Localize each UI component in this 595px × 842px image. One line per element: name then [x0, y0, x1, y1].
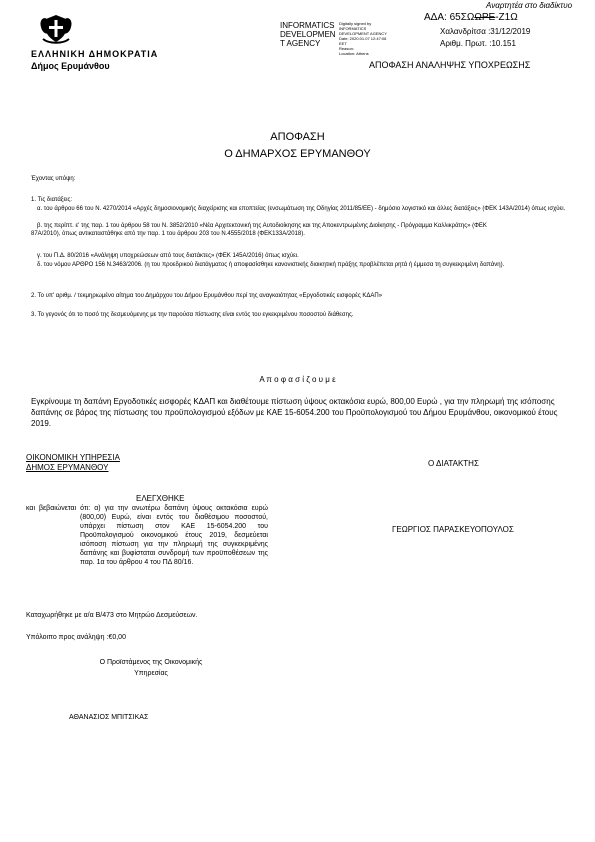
- finance-head-subtitle: Υπηρεσίας: [134, 670, 168, 677]
- checked-label: ΕΛΕΓΧΘΗΚΕ: [136, 494, 185, 503]
- agency-line: INFORMATICS: [280, 21, 335, 30]
- authorizer-label: Ο ΔΙΑΤΑΚΤΗΣ: [428, 459, 479, 468]
- item2: 2. Το υπ' αριθμ. / τεκμηριωμένο αίτημα του Δημάρχου του Δήμου Ερυμάνθου περί της αναγκαιότητας «Εργοδοτικές εισφορές ΚΔΑΠ»: [31, 293, 383, 299]
- agency-line: DEVELOPMEN: [280, 30, 336, 39]
- registered-line: Καταχωρήθηκε με α/α Β/473 στο Μητρώο Δεσμεύσεων.: [26, 612, 198, 619]
- certification-body: και βεβαιώνεται ότι: α) για την ανωτέρω δαπάνη ύψους οκτακόσια ευρώ (800,00) Ευρώ, είναι εντός του διαθέσιμου ποσοστού, υπάρχει πίστωση στον ΚΑΕ 15-6054.200 του Προϋπολογισμού οικονομικού έτους 2019, δεσμεύεται ισόποση πίστωση για την πληρωμή της συγκεκριμένης δαπάνης και βυφίσταται συνδρομή των προϋποθέσεων της παρ. 1α του άρθρου 4 του ΠΔ 80/16.: [26, 505, 268, 566]
- signature-detail: INFORMATICS: [339, 26, 367, 31]
- certification-text: [26, 504, 268, 567]
- signature-detail: EET: [339, 41, 347, 46]
- item1-d: δ. του νόμου ΑΡΘΡΟ 156 Ν.3463/2006. (η του προεδρικού διατάγματος ή αποφασίσθηκε κανονιστικής διοικητική πράξης προβλέπεται ρητά ή έμμεσα τη συγκεκριμένη δαπάνη).: [37, 262, 505, 268]
- item1-a: α. του άρθρου 66 του Ν. 4270/2014 «Αρχές δημοσιονομικής διαχείρισης και εποπτείας (ενσωμάτωση της Οδηγίας 2011/85/ΕΕ) - δημόσιο λογιστικό και άλλες διατάξεις» (ΦΕΚ 143Α/2014) όπως ισχύει.: [37, 206, 566, 212]
- ada-prefix: ΑΔΑ: 65ΣΩ: [424, 12, 475, 23]
- signature-detail: Date: 2020.01.07 12:47:08: [339, 36, 387, 41]
- item1-c: γ. του Π.Δ. 80/2016 «Ανάληψη υποχρεώσεων από τους διατάκτες» (ΦΕΚ 145Α/2016) όπως ισχύει.: [37, 253, 299, 259]
- signature-details: [339, 21, 387, 56]
- ada-code: [424, 12, 518, 24]
- signature-detail: Digitally signed by: [339, 21, 372, 26]
- decision-title: ΑΠΟΦΑΣΗ: [270, 131, 325, 143]
- decide-heading: Α π ο φ α σ ί ζ ο υ μ ε: [259, 375, 336, 384]
- decision-text: Εγκρίνουμε τη δαπάνη Εργοδοτικές εισφορές ΚΔΑΠ και διαθέτουμε πίστωση ύψους οκτακόσια ευρώ, 800,00 Ευρώ , για την πληρωμή της ισόποσης δαπάνης σε βάρος της πίστωσης του προϋπολογισμού εξόδων με ΚΑΕ 15-6054.200 του Προϋπολογισμού του Δήμου Ερυμάνθου, οικονομικού έτους 2019.: [31, 397, 558, 428]
- item1-b: β. της περίπτ. ε' της παρ. 1 του άρθρου 58 του Ν. 3852/2010 «Νέα Αρχιτεκτονική της Αυτοδιοίκησης και της Αποκεντρωμένης Διοίκησης - Πρόγραμμα Καλλικράτης» (ΦΕΚ 87Α/2010), όπως αντικαταστάθηκε από την παρ. 1 του άρθρου 203 του Ν.4555/2018 (ΦΕΚ133Α/2018).: [31, 223, 487, 237]
- mayor-title: Ο ΔΗΜΑΡΧΟΣ ΕΡΥΜΑΝΘΟΥ: [224, 148, 371, 160]
- greek-emblem-icon: [37, 13, 75, 45]
- document-type: ΑΠΟΦΑΣΗ ΑΝΑΛΗΨΗΣ ΥΠΟΧΡΕΩΣΗΣ: [369, 60, 531, 70]
- item3: 3. Το γεγονός ότι το ποσό της δεσμευόμενης με την παρούσα πίστωσης είναι εντός του εγκεκριμένου ποσοστού διάθεσης.: [31, 312, 354, 318]
- municipality-label: Δήμος Ερυμάνθου: [31, 61, 110, 71]
- protocol-line: Αριθμ. Πρωτ. :10.151: [440, 39, 516, 48]
- authorizer-name: ΓΕΩΡΓΙΟΣ ΠΑΡΑΣΚΕΥΟΠΟΥΛΟΣ: [392, 525, 514, 534]
- remaining-line: Υπόλοιπο προς ανάληψη :€0,00: [26, 634, 126, 641]
- finance-municipality-label: ΔΗΜΟΣ ΕΡΥΜΑΝΘΟΥ: [26, 463, 109, 472]
- agency-line: T AGENCY: [280, 39, 321, 48]
- finance-service-label: ΟΙΚΟΝΟΜΙΚΗ ΥΠΗΡΕΣΙΑ: [26, 453, 120, 462]
- republic-label: ΕΛΛΗΝΙΚΗ ΔΗΜΟΚΡΑΤΙΑ: [31, 49, 159, 59]
- item1-title: 1. Τις διατάξεις:: [31, 197, 73, 203]
- signature-detail: Reason:: [339, 46, 354, 51]
- posted-label: Αναρτητέα στο διαδίκτυο: [486, 1, 573, 10]
- signature-detail: DEVELOPMENT AGENCY: [339, 31, 387, 36]
- finance-head-name: ΑΘΑΝΑΣΙΟΣ ΜΠΙΤΣΙΚΑΣ: [69, 714, 149, 721]
- considering-label: Έχοντας υπόψη:: [31, 176, 76, 182]
- ada-strike: ΩΡΕ: [474, 12, 496, 23]
- date-line: Χαλανδρίτσα :31/12/2019: [440, 27, 531, 36]
- finance-head-title: Ο Προϊστάμενος της Οικονομικής: [99, 659, 203, 666]
- signature-stamp: [280, 21, 336, 48]
- signature-detail: Location: Athens: [339, 51, 369, 56]
- ada-suffix: -Ζ1Ω: [495, 12, 518, 23]
